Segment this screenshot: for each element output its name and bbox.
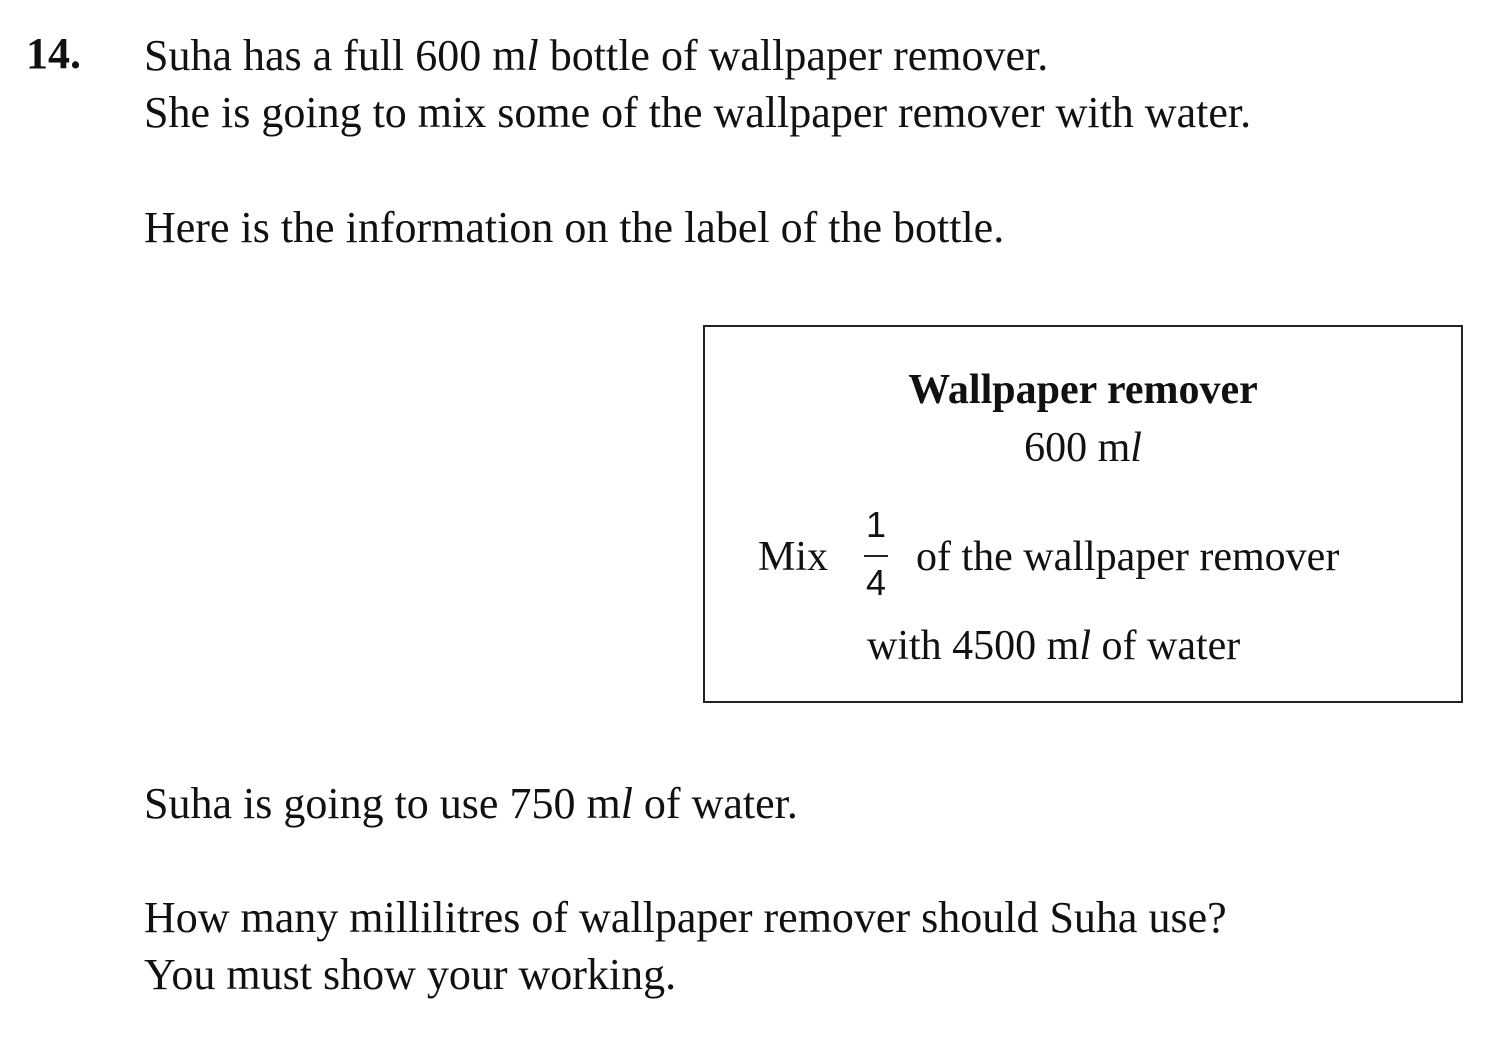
intro-text-end: bottle of wallpaper remover. <box>538 31 1049 80</box>
litre-unit-italic: l <box>620 779 633 828</box>
water-text-end: of water <box>1091 623 1241 669</box>
volume-text: 600 m <box>1024 425 1131 471</box>
litre-unit-italic: l <box>526 31 539 80</box>
question-intro-line-1 <box>144 30 1048 83</box>
question-ask-line-2: You must show your working. <box>144 950 677 999</box>
fraction-denominator: 4 <box>865 562 887 603</box>
water-used-text-start: Suha is going to use 750 m <box>144 779 621 828</box>
mix-water-text <box>867 621 1240 671</box>
question-number: 14. <box>26 29 81 78</box>
fraction-one-quarter <box>859 504 893 614</box>
bottle-label-volume <box>705 423 1461 473</box>
water-used-line <box>144 778 798 831</box>
fraction-numerator: 1 <box>865 504 887 545</box>
mix-word: Mix <box>758 534 829 580</box>
water-used-text-end: of water. <box>632 779 798 828</box>
litre-unit-italic: l <box>1079 623 1092 669</box>
mix-instruction-text: of the wallpaper remover <box>916 534 1340 580</box>
question-intro-line-2: She is going to mix some of the wallpaper remover with water. <box>144 88 1252 137</box>
intro-text-start: Suha has a full 600 m <box>144 31 527 80</box>
bottle-label-title: Wallpaper remover <box>908 367 1258 413</box>
fraction-bar <box>864 555 888 557</box>
water-text-start: with 4500 m <box>867 623 1080 669</box>
label-intro-text: Here is the information on the label of the bottle. <box>144 203 1005 252</box>
question-ask-line-1: How many millilitres of wallpaper remover should Suha use? <box>144 893 1227 942</box>
bottle-label-box <box>703 325 1463 703</box>
litre-unit-italic: l <box>1130 425 1142 471</box>
